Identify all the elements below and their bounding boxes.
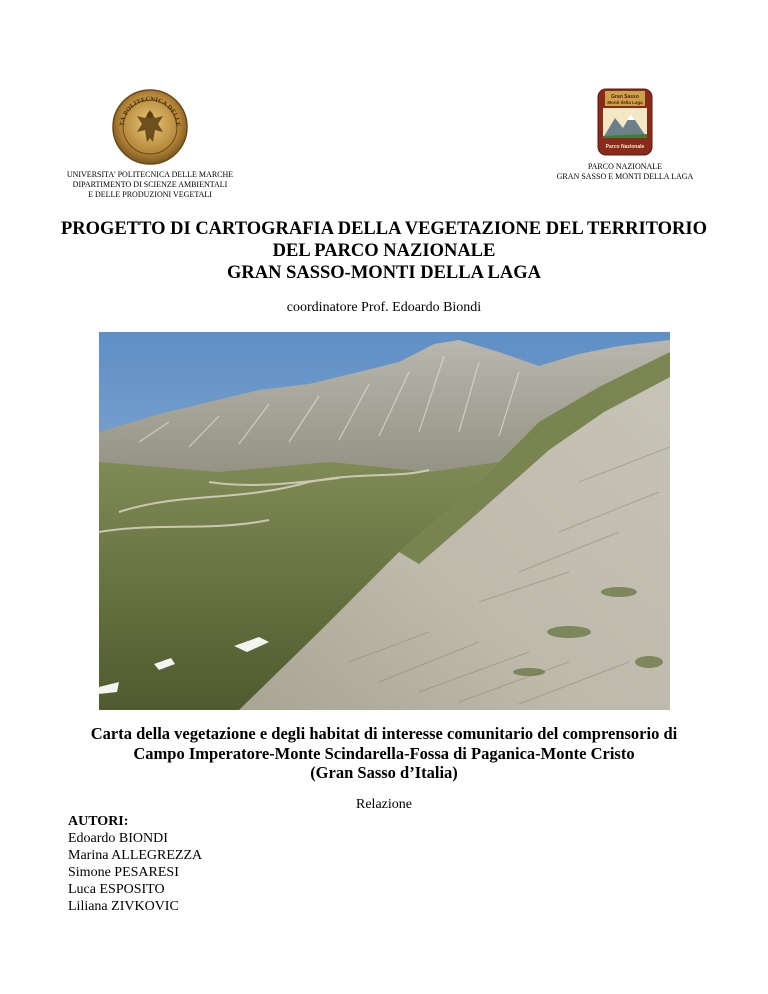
project-title: [40, 218, 728, 284]
subtitle-line-3: (Gran Sasso d’Italia): [310, 763, 458, 782]
department-name: DIPARTIMENTO DI SCIENZE AMBIENTALI: [72, 180, 228, 189]
park-logo-line-1: Gran Sasso: [611, 94, 639, 100]
author-name: Marina ALLEGREZZA: [68, 848, 203, 863]
author-name: Simone PESARESI: [68, 865, 179, 880]
department-name-cont: E DELLE PRODUZIONI VEGETALI: [88, 190, 212, 199]
title-line-3: GRAN SASSO-MONTI DELLA LAGA: [226, 263, 542, 283]
report-label: Relazione: [356, 797, 412, 812]
university-header: [60, 88, 240, 200]
park-type: PARCO NAZIONALE: [587, 162, 663, 171]
university-seal-logo: [111, 88, 189, 166]
title-line-1: PROGETTO DI CARTOGRAFIA DELLA VEGETAZIONE DEL TERRITORIO: [61, 219, 707, 239]
coordinator-line: coordinatore Prof. Edoardo Biondi: [286, 300, 482, 315]
park-logo-line-3: Parco Nazionale: [605, 144, 645, 150]
park-name: GRAN SASSO E MONTI DELLA LAGA: [556, 172, 694, 181]
park-logo-line-2: Monti della Laga: [607, 100, 643, 105]
seal-text: TÀ POLITECNICA DELLE: [118, 95, 182, 127]
landscape-photo: [99, 332, 670, 710]
authors-block: [68, 813, 202, 915]
map-subtitle: [20, 724, 748, 783]
park-caption: [555, 162, 695, 182]
university-caption: [60, 170, 240, 200]
park-header: [555, 88, 695, 182]
park-logo: [597, 88, 653, 156]
title-line-2: DEL PARCO NAZIONALE: [272, 241, 496, 261]
author-name: Luca ESPOSITO: [68, 882, 165, 897]
university-name: UNIVERSITA' POLITECNICA DELLE MARCHE: [66, 170, 234, 179]
authors-heading: AUTORI:: [68, 814, 129, 829]
author-name: Liliana ZIVKOVIC: [68, 899, 179, 914]
subtitle-line-1: Carta della vegetazione e degli habitat di interesse comunitario del comprensorio di: [90, 724, 678, 743]
author-name: Edoardo BIONDI: [68, 831, 168, 846]
subtitle-line-2: Campo Imperatore-Monte Scindarella-Fossa di Paganica-Monte Cristo: [133, 743, 635, 763]
